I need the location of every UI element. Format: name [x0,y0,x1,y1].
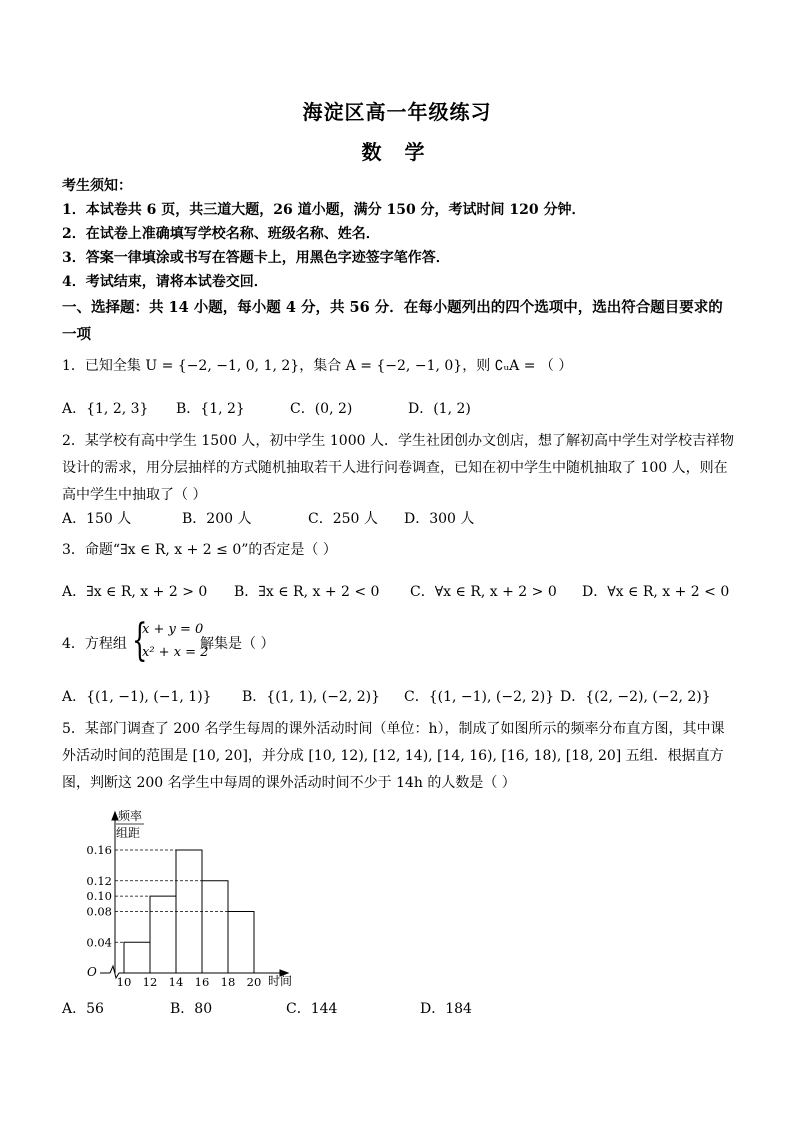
x-tick-label-4: 16 [194,975,210,988]
question-1-stem: 1．已知全集 U = {−2, −1, 0, 1, 2}，集合 A = {−2, −1, 0}，则 ∁ᵤA = （ ） [62,358,573,374]
question-4-option-d[interactable]: D．{(2, −2), (−2, 2)} [560,689,711,705]
xlabel: 时间 [268,974,293,988]
notice-item-4: 4．考试结束，请将本试卷交回． [62,274,268,290]
histogram-bar-1 [124,942,150,973]
question-5-option-a[interactable]: A．56 [62,1001,104,1017]
equation-1: x + y = 0 [142,622,204,637]
ylabel-bottom: 组距 [116,826,141,840]
question-5-option-c[interactable]: C．144 [286,1001,338,1017]
left-brace-icon: { [132,615,148,666]
question-1-option-d[interactable]: D．(1, 2) [408,401,471,417]
question-1-option-b[interactable]: B．{1, 2} [176,401,245,417]
exam-title: 海淀区高一年级练习 [302,100,492,124]
y-tick-label-4: 0.12 [86,873,112,888]
histogram-bar-3 [176,850,202,973]
x-tick-label-2: 12 [142,975,158,988]
question-5-option-d[interactable]: D．184 [420,1001,472,1017]
y-tick-label-1: 0.04 [86,935,112,950]
ylabel-top: 频率 [118,809,143,823]
question-4-stem-suffix: 解集是（ ） [200,636,275,652]
question-3-option-d[interactable]: D．∀x ∈ R, x + 2 < 0 [582,584,730,600]
question-2-option-b[interactable]: B．200 人 [182,511,252,527]
x-tick-label-3: 14 [168,975,184,988]
question-4-option-b[interactable]: B．{(1, 1), (−2, 2)} [242,689,381,705]
notice-item-1: 1．本试卷共 6 页，共三道大题，26 道小题，满分 150 分，考试时间 120 分钟． [62,202,586,218]
histogram-bar-5 [228,912,254,974]
y-tick-label-5: 0.16 [86,843,112,857]
question-5-option-b[interactable]: B．80 [170,1001,213,1017]
notice-item-3: 3．答案一律填涂或书写在答题卡上，用黑色字迹签字笔作答． [62,250,450,266]
question-3-option-a[interactable]: A．∃x ∈ R, x + 2 > 0 [62,584,208,600]
question-2-option-a[interactable]: A．150 人 [62,511,132,527]
subject-title: 数 学 [361,140,433,164]
section-heading: 一、选择题：共 14 小题，每小题 4 分，共 56 分．在每小题列出的四个选项中，选出符合题目要求的一项 [62,299,723,343]
question-2-stem: 2．某学校有高中学生 1500 人，初中学生 1000 人．学生社团创办文创店，想了解初高中学生对学校吉祥物设计的需求，用分层抽样的方式随机抽取若干人进行问卷调查，已知在初中学生中随机抽取了 100 人，则在高中学生中抽取了（ ） [62,433,734,503]
question-1-option-a[interactable]: A．{1, 2, 3} [62,401,149,417]
question-1-option-c[interactable]: C．(0, 2) [290,401,353,417]
question-2-option-c[interactable]: C．250 人 [308,511,378,527]
y-tick-label-2: 0.08 [86,904,112,919]
frequency-histogram [60,808,320,992]
histogram-bar-4 [202,881,228,973]
x-tick-label-1: 10 [116,975,132,988]
notice-item-2: 2．在试卷上准确填写学校名称、班级名称、姓名． [62,226,380,242]
y-tick-label-3: 0.10 [86,889,112,904]
question-4-stem-prefix: 4．方程组 [62,636,127,652]
x-tick-label-6: 20 [246,975,262,988]
question-4-option-a[interactable]: A．{(1, −1), (−1, 1)} [62,689,212,705]
x-tick-label-5: 18 [220,975,236,988]
question-3-option-b[interactable]: B．∃x ∈ R, x + 2 < 0 [234,584,380,600]
equation-2: x² + x = 2 [142,645,209,660]
question-3-option-c[interactable]: C．∀x ∈ R, x + 2 > 0 [410,584,557,600]
question-4-option-c[interactable]: C．{(1, −1), (−2, 2)} [404,689,555,705]
question-2-option-d[interactable]: D．300 人 [404,511,475,527]
histogram-bar-2 [150,896,176,973]
question-3-stem: 3．命题“∃x ∈ R, x + 2 ≤ 0”的否定是（ ） [62,542,337,558]
origin-label: O [87,965,97,979]
histogram-svg [60,808,320,988]
question-5-stem: 5．某部门调查了 200 名学生每周的课外活动时间（单位：h），制成了如图所示的频率分布直方图，其中课外活动时间的范围是 [10, 20]，并分成 [10, 12), [12, 14), [14, 16), [16, 18), [18, 20] 五组．根据直方图，判断这 200 名学生中每周的课外活动时间不少于 14h 的人数是（ ） [62,721,725,791]
notice-heading: 考生须知： [62,178,132,194]
